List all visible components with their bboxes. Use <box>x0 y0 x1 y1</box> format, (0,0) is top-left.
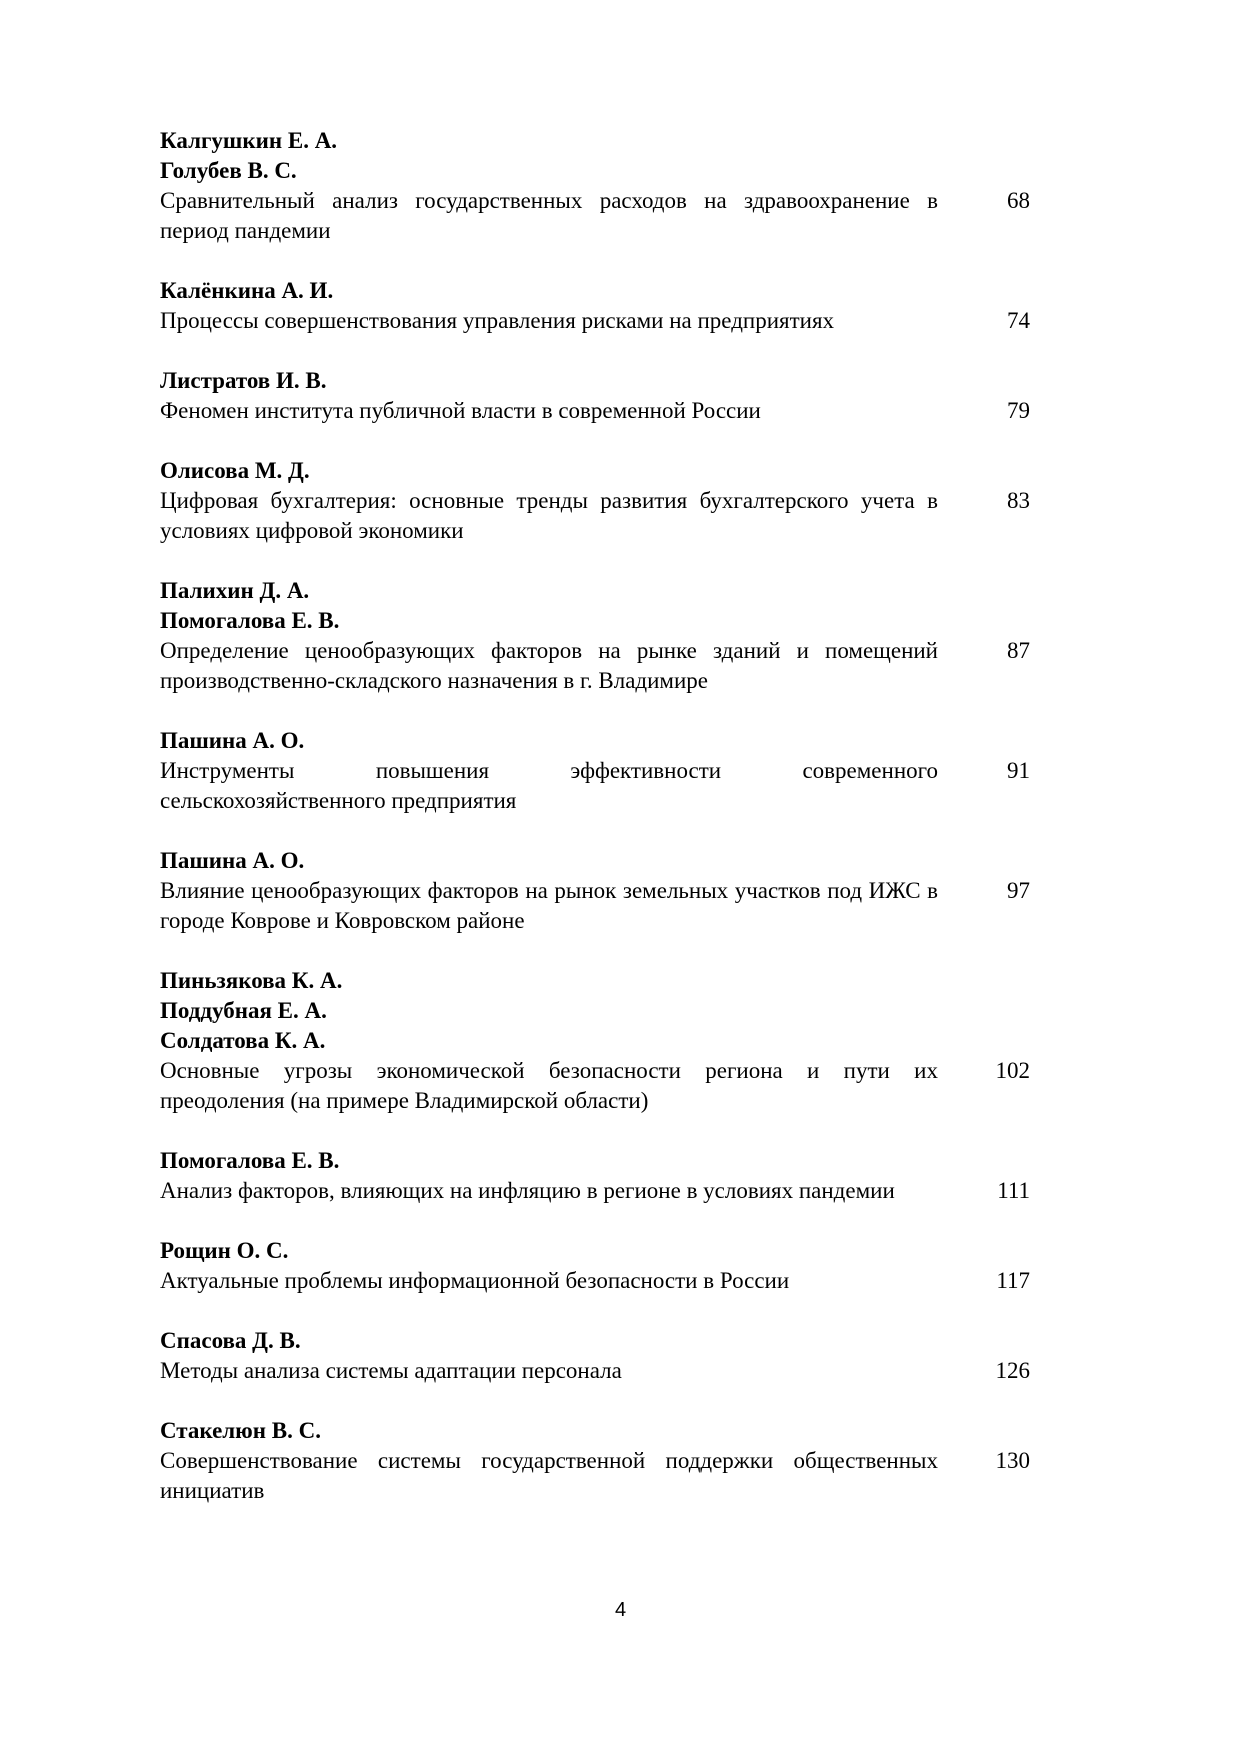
page-ref: 117 <box>996 1268 1030 1293</box>
table-of-contents <box>160 126 1030 1536</box>
toc-entry <box>160 366 1030 426</box>
article-title: Сравнительный анализ государственных расходов на здравоохранение в период пандемии <box>160 188 938 243</box>
author-name: Солдатова К. А. <box>160 1028 326 1053</box>
toc-entry <box>160 1416 1030 1506</box>
author-name: Листратов И. В. <box>160 368 327 393</box>
author-name: Поддубная Е. А. <box>160 998 327 1023</box>
toc-entry <box>160 846 1030 936</box>
page-ref: 79 <box>1007 398 1030 423</box>
author-name: Стакелюн В. С. <box>160 1418 321 1443</box>
article-title: Процессы совершенствования управления рисками на предприятиях <box>160 308 835 333</box>
page-ref: 102 <box>995 1058 1030 1083</box>
page-ref: 130 <box>995 1448 1030 1473</box>
page-ref: 68 <box>1007 188 1030 213</box>
article-title: Актуальные проблемы информационной безопасности в России <box>160 1268 790 1293</box>
page-ref: 126 <box>995 1358 1030 1383</box>
author-name: Пиньзякова К. А. <box>160 968 343 993</box>
toc-entry <box>160 966 1030 1116</box>
page-ref: 97 <box>1007 878 1030 903</box>
author-name: Пашина А. О. <box>160 848 305 873</box>
author-name: Помогалова Е. В. <box>160 1148 340 1173</box>
author-name: Олисова М. Д. <box>160 458 310 483</box>
author-name: Голубев В. С. <box>160 158 297 183</box>
article-title: Определение ценообразующих факторов на рынке зданий и помещений производственно-складского назначения в г. Владимире <box>160 638 938 693</box>
toc-entry <box>160 726 1030 816</box>
author-name: Спасова Д. В. <box>160 1328 301 1353</box>
article-title: Анализ факторов, влияющих на инфляцию в регионе в условиях пандемии <box>160 1178 895 1203</box>
toc-entry <box>160 276 1030 336</box>
author-name: Калгушкин Е. А. <box>160 128 338 153</box>
author-name: Палихин Д. А. <box>160 578 310 603</box>
page-ref: 74 <box>1007 308 1030 333</box>
article-title: Влияние ценообразующих факторов на рынок земельных участков под ИЖС в городе Коврове и Ковровском районе <box>160 878 938 933</box>
author-name: Пашина А. О. <box>160 728 305 753</box>
page-ref: 111 <box>997 1178 1030 1203</box>
toc-entry <box>160 1146 1030 1206</box>
toc-entry <box>160 456 1030 546</box>
article-title: Основные угрозы экономической безопасности региона и пути их преодоления (на примере Владимирской области) <box>160 1058 938 1113</box>
article-title: Методы анализа системы адаптации персонала <box>160 1358 622 1383</box>
article-title: Инструменты повышения эффективности современного сельскохозяйственного предприятия <box>160 758 938 813</box>
page-number: 4 <box>614 1599 627 1621</box>
toc-entry <box>160 1326 1030 1386</box>
toc-entry <box>160 1236 1030 1296</box>
toc-entry <box>160 576 1030 696</box>
article-title: Феномен института публичной власти в современной России <box>160 398 761 423</box>
article-title: Совершенствование системы государственной поддержки общественных инициатив <box>160 1448 938 1503</box>
article-title: Цифровая бухгалтерия: основные тренды развития бухгалтерского учета в условиях цифровой экономики <box>160 488 938 543</box>
page-ref: 87 <box>1007 638 1030 663</box>
page-ref: 91 <box>1007 758 1030 783</box>
toc-entry <box>160 126 1030 246</box>
author-name: Помогалова Е. В. <box>160 608 340 633</box>
page-ref: 83 <box>1007 488 1030 513</box>
author-name: Калёнкина А. И. <box>160 278 334 303</box>
author-name: Рощин О. С. <box>160 1238 289 1263</box>
